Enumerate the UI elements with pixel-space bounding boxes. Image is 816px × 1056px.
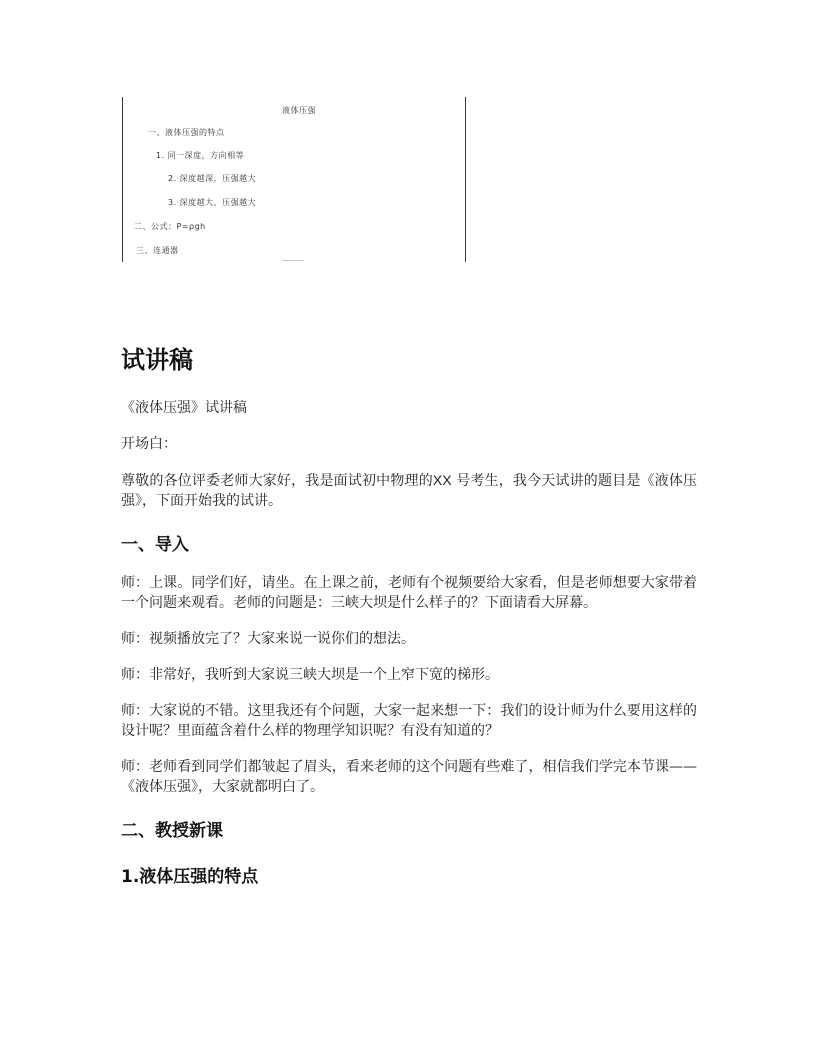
- paragraph: 师：非常好，我听到大家说三峡大坝是一个上窄下宽的梯形。: [121, 667, 499, 683]
- board-line-5: 二、公式：P=ρgh: [134, 222, 206, 231]
- board-title: 液体压强: [282, 106, 316, 115]
- board-line-3: 2. 深度越深，压强越大: [168, 174, 257, 183]
- board-line-6: 三、连通器: [136, 246, 179, 255]
- opening-label: 开场白：: [121, 436, 177, 452]
- board-line-2: 1. 同一深度，方向相等: [156, 151, 245, 160]
- opening-text-2: 号考生，我今天试讲的题目是《液体压强》，下面开始我的试讲。: [121, 473, 698, 509]
- image-bottom-mark: [282, 260, 304, 261]
- section-heading-introduction: 一、导入: [121, 535, 189, 555]
- paragraph: 师：视频播放完了？大家来说一说你们的想法。: [121, 631, 415, 647]
- paragraph: 师：老师看到同学们都皱起了眉头，看来老师的这个问题有些难了，相信我们学完本节课——《液体压强》，大家就都明白了。: [121, 759, 697, 795]
- opening-text-1: 尊敬的各位评委老师大家好，我是面试初中物理的: [121, 473, 433, 489]
- section-heading-new-lesson: 二、教授新课: [121, 821, 223, 841]
- board-line-4: 3. 深度越大，压强越大: [168, 198, 257, 207]
- subsection-heading: 1.液体压强的特点: [121, 867, 259, 887]
- document-subtitle: 《液体压强》试讲稿: [121, 400, 247, 416]
- paragraph: 师：大家说的不错。这里我还有个问题，大家一起来想一下：我们的设计师为什么要用这样的设计呢？里面蕴含着什么样的物理学知识呢？有没有知道的？: [121, 703, 697, 739]
- board-line-1: 一、液体压强的特点: [148, 128, 225, 137]
- image-left-border: [122, 97, 123, 262]
- candidate-number: XX: [432, 472, 452, 488]
- paragraph: 师：上课。同学们好，请坐。在上课之前，老师有个视频要给大家看，但是老师想要大家带着一个问题来观看。老师的问题是：三峡大坝是什么样子的？下面请看大屏幕。: [121, 575, 697, 611]
- opening-paragraph: [121, 470, 697, 511]
- blackboard-outline-image: [122, 97, 466, 262]
- document-body: [121, 340, 697, 889]
- image-right-border: [465, 97, 466, 262]
- document-title: 试讲稿: [121, 346, 193, 374]
